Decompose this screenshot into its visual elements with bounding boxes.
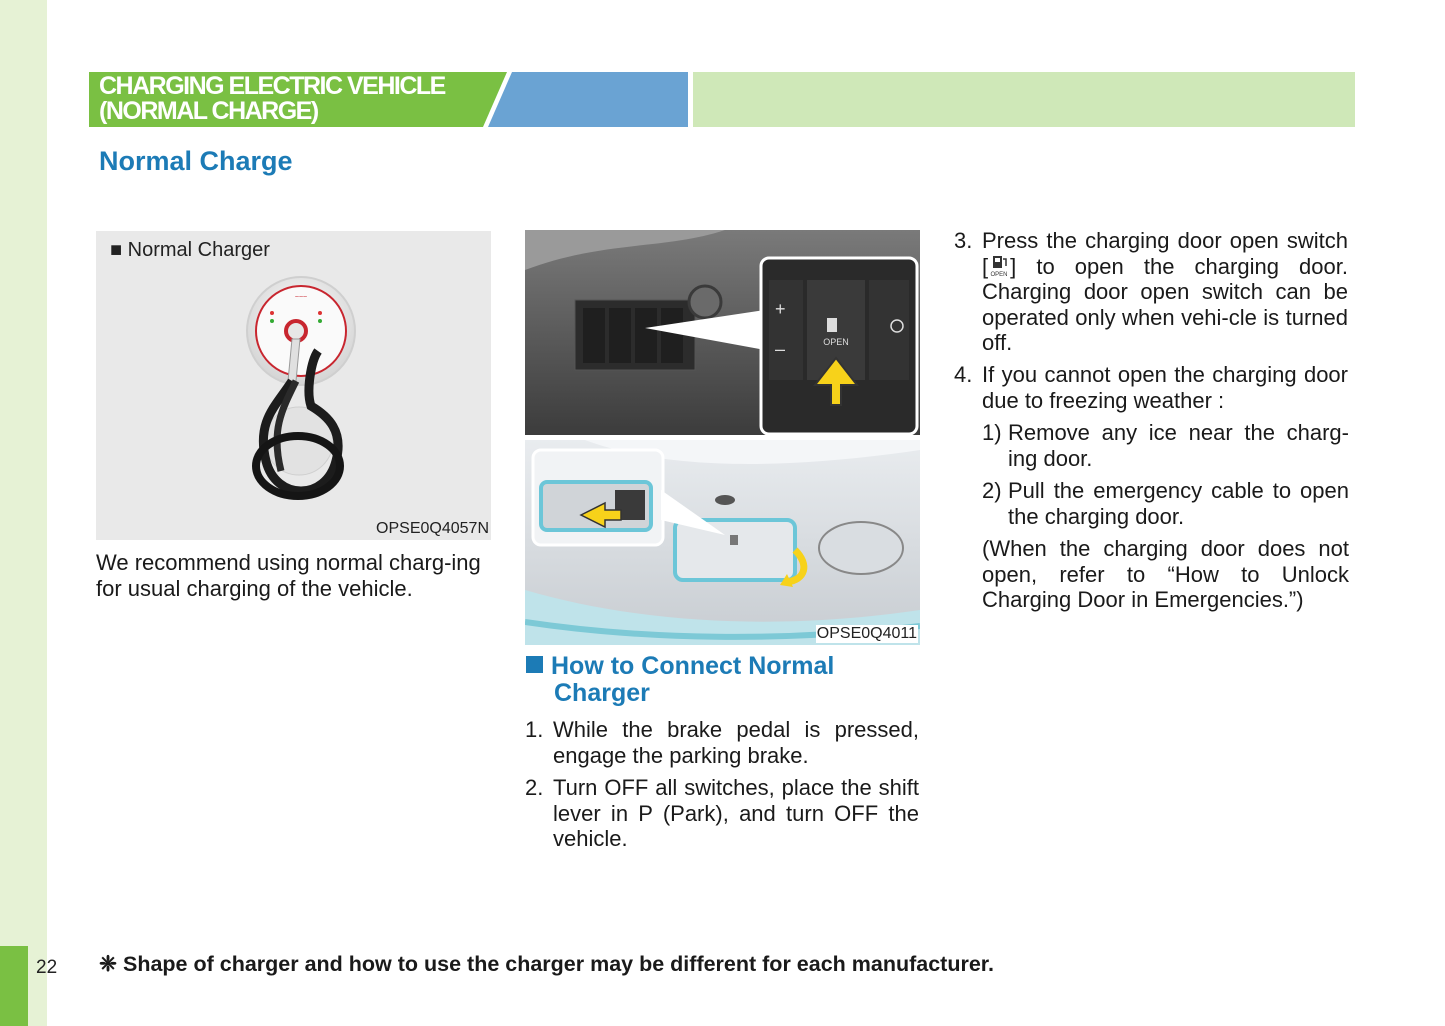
page-tab-marker [0,946,28,1026]
chapter-header [89,72,1355,127]
svg-text:+: + [775,299,786,319]
substep-1: 1) Remove any ice near the charg-ing door. [982,420,1349,471]
intro-paragraph: We recommend using normal charg-ing for usual charging of the vehicle. [96,550,481,601]
normal-charger-figure [96,231,491,540]
substep-2: 2) Pull the emergency cable to open the charging door. [982,478,1349,529]
charging-door-switch-icon [988,255,1010,277]
svg-text:~~~: ~~~ [294,294,308,301]
charging-door-illustration [525,230,920,645]
charging-door-figure [525,230,920,645]
header-blue-block [488,72,688,127]
page-number: 22 [36,957,58,978]
section-title: Normal Charge [99,146,293,176]
how-to-connect-heading: How to Connect Normal Charger [526,653,926,707]
figure-code: OPSE0Q4011 [816,625,917,642]
header-light-block [693,72,1355,127]
wall-charger-illustration [96,231,491,540]
side-margin-bar [0,0,47,1026]
svg-text:OPEN: OPEN [990,271,1008,277]
step-1: 1. While the brake pedal is pressed, engage the parking brake. [525,717,919,768]
step-2: 2. Turn OFF all switches, place the shift lever in P (Park), and turn OFF the vehicle. [525,775,919,851]
chapter-title: CHARGING ELECTRIC VEHICLE (NORMAL CHARGE) [99,72,445,125]
step-4: 4. If you cannot open the charging door due to freezing weather : [954,362,1348,413]
emergency-note: (When the charging door does not open, refer to “How to Unlock Charging Door in Emergencies.”) [982,536,1349,612]
manufacturer-footnote: ❈ Shape of charger and how to use the charger may be different for each manufacturer. [99,952,994,976]
figure-code: OPSE0Q4057N [376,520,489,537]
svg-text:–: – [775,339,786,359]
figure-caption: ■ Normal Charger [110,239,270,261]
step-3: 3. Press the charging door open switch [ OPEN ] to open the charging door. Charging door open switch can be operated only when vehi-cle is turned off. [954,228,1348,355]
switch-open-label: OPEN [823,337,849,347]
heading-square-bullet [526,656,543,673]
